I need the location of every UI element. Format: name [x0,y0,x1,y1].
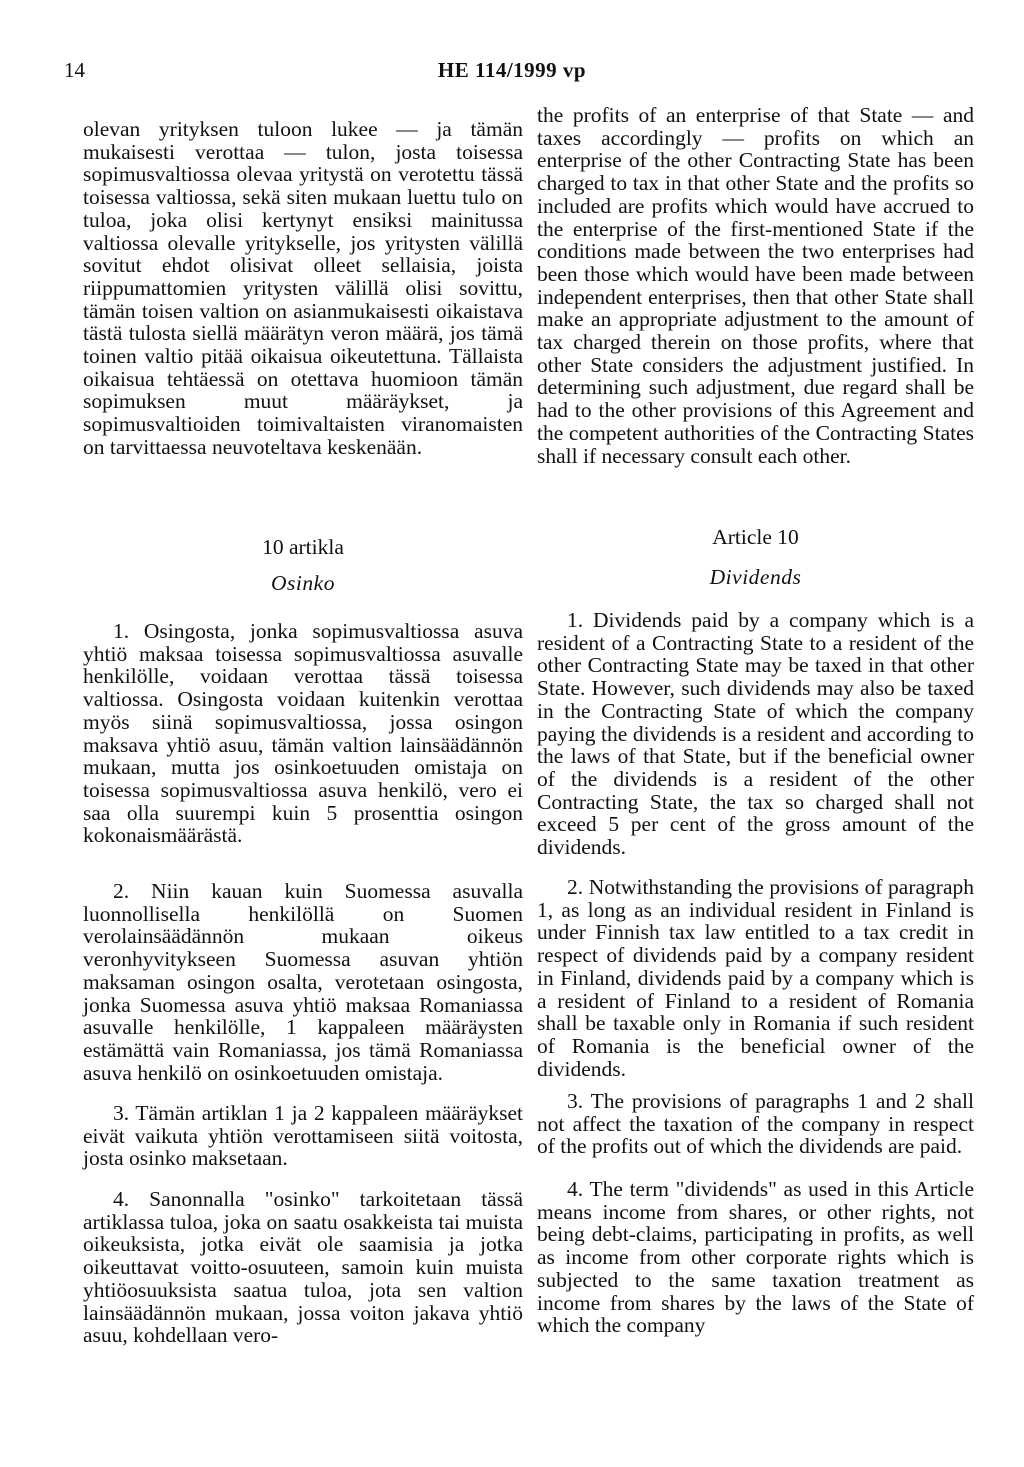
finnish-paragraph-1 [83,620,523,847]
english-intro-paragraph [537,104,974,467]
english-para3-text: 3. The provisions of paragraphs 1 and 2 shall not affect the taxation of the company in respect of the profits out of which the dividends are paid. [537,1089,974,1159]
finnish-article-title: Osinko [271,571,335,595]
english-article-number: Article 10 [712,525,799,549]
english-para4-text: 4. The term "dividends" as used in this Article means income from shares, or other rights, not being debt-claims, participating in profits, as well as income from other corporate rights which is subjected to the same taxation treatment as income from shares by the laws of the State of which the company [537,1177,974,1338]
page-header [0,58,1024,98]
english-paragraph-3 [537,1090,974,1158]
finnish-article-heading [83,536,523,559]
finnish-paragraph-4 [83,1188,523,1347]
finnish-paragraph-2 [83,880,523,1084]
finnish-para3-text: 3. Tämän artiklan 1 ja 2 kappaleen määräykset eivät vaikuta yhtiön verottamiseen siitä voitosta, josta osinko maksetaan. [83,1101,523,1171]
english-article-title-block [537,566,974,589]
finnish-paragraph-3 [83,1102,523,1170]
finnish-para4-text: 4. Sanonnalla "osinko" tarkoitetaan tässä artiklassa tuloa, joka on saatu osakkeista tai muista oikeuksista, jotka eivät ole saamisia ja jotka oikeuttavat voitto-osuuteen, samoin kuin muista yhtiöosuuksista saatua tuloa, jota sen valtion lainsäädännön mukaan, jossa voiton jakava yhtiö asuu, kohdellaan vero- [83,1187,523,1348]
english-article-heading [537,526,974,549]
english-paragraph-4 [537,1178,974,1337]
document-id: HE 114/1999 vp [437,58,587,82]
finnish-article-title-block [83,572,523,595]
finnish-article-number: 10 artikla [262,535,344,559]
english-intro-text: the profits of an enterprise of that State — and taxes accordingly — profits on which an enterprise of the other Contracting State has been charged to tax in that other State and the profits so included are profits which would have accrued to the enterprise of the first-mentioned State if the conditions made between the two enterprises had been those which would have been made between independent enterprises, then that other State shall make an appropriate adjustment to the amount of tax charged therein on those profits, where that other State considers the adjustment justified. In determining such adjustment, due regard shall be had to the other provisions of this Agreement and the competent authorities of the Contracting States shall if necessary consult each other. [537,103,974,468]
english-para2-text: 2. Notwithstanding the provisions of paragraph 1, as long as an individual resident in Finland is under Finnish tax law entitled to a tax credit in respect of dividends paid by a company resident in Finland, dividends paid by a company which is a resident of Finland to a resident of Romania shall be taxable only in Romania if such resident of Romania is the beneficial owner of the dividends. [537,875,974,1081]
finnish-intro-text: olevan yrityksen tuloon lukee — ja tämän mukaisesti verottaa — tulon, josta toisessa sopimusvaltiossa olevaa yritystä on verotettu tässä toisessa valtiossa, sekä siten mukaan luettu tulo on tuloa, joka olisi kertynyt ensiksi mainitussa valtiossa olevalle yritykselle, jos yritysten välillä sovitut ehdot olisivat olleet sellaisia, joista riippumattomien yritysten välillä olisi sovittu, tämän toisen valtion on asianmukaisesti oikaistava tästä tulosta siellä määrätyn veron määrä, jos tämä toinen valtio pitää oikaisua oikeutettuna. Tällaista oikaisua tehtäessä on otettava huomioon tämän sopimuksen muut määräykset, ja sopimusvaltioiden toimivaltaisten viranomaisten on tarvittaessa neuvoteltava keskenään. [83,117,523,459]
english-paragraph-1 [537,609,974,859]
english-article-title: Dividends [709,565,802,589]
english-para1-text: 1. Dividends paid by a company which is a resident of a Contracting State to a resident of the other Contracting State may be taxed in that other State. However, such dividends may also be taxed in the Contracting State of which the company paying the dividends is a resident and according to the laws of that State, but if the beneficial owner of the dividends is a resident of the other Contracting State, the tax so charged shall not exceed 5 per cent of the gross amount of the dividends. [537,608,974,860]
finnish-para1-text: 1. Osingosta, jonka sopimusvaltiossa asuva yhtiö maksaa toisessa sopimusvaltiossa asuvalle henkilölle, voidaan verottaa tässä toisessa valtiossa. Osingosta voidaan kuitenkin verottaa myös siinä sopimusvaltiossa, jossa osingon maksava yhtiö asuu, tämän valtion lainsäädännön mukaan, mutta jos osinkoetuuden omistaja on toisessa sopimusvaltiossa asuva henkilö, vero ei saa olla suurempi kuin 5 prosenttia osingon kokonaismäärästä. [83,619,523,848]
english-paragraph-2 [537,876,974,1080]
page-number: 14 [64,58,85,82]
finnish-intro-paragraph [83,118,523,459]
finnish-para2-text: 2. Niin kauan kuin Suomessa asuvalla luonnollisella henkilöllä on Suomen verolainsäädännön mukaan oikeus veronhyvitykseen Suomessa asuvan yhtiön maksaman osingon osalta, verotetaan osingosta, jonka Suomessa asuva yhtiö maksaa Romaniassa asuvalle henkilölle, 1 kappaleen määräysten estämättä vain Romaniassa, jos tämä Romaniassa asuva henkilö on osinkoetuuden omistaja. [83,879,523,1085]
